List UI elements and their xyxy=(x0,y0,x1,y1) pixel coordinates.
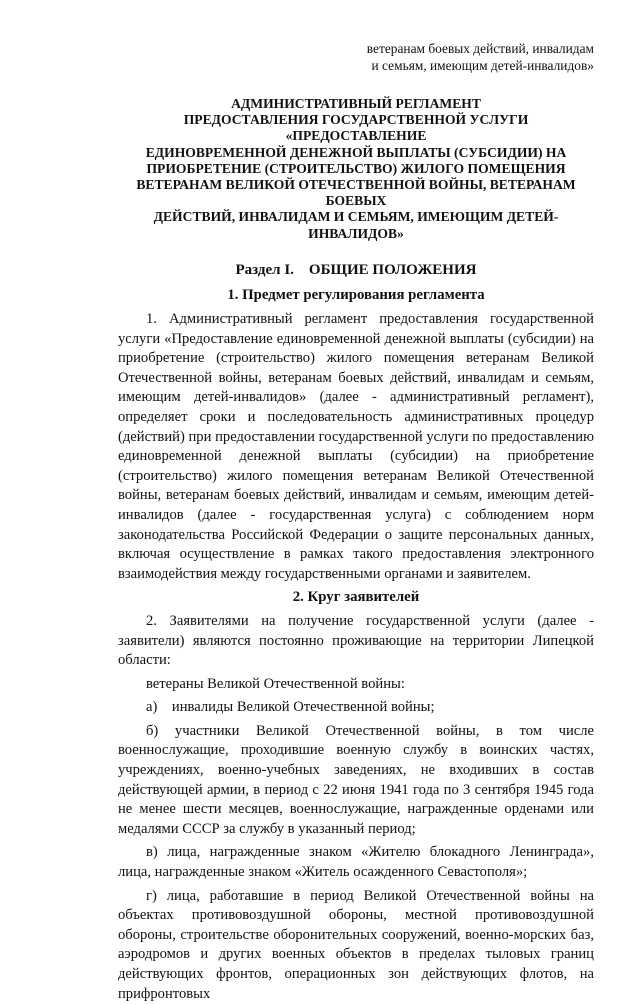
title-line: ДЕЙСТВИЙ, ИНВАЛИДАМ И СЕМЬЯМ, ИМЕЮЩИМ ДЕТЕЙ-ИНВАЛИДОВ» xyxy=(153,209,559,241)
list-item-a: а) инвалиды Великой Отечественной войны; xyxy=(146,699,435,716)
veterans-line: ветераны Великой Отечественной войны: xyxy=(146,675,405,692)
paragraph-1: 1. Административный регламент предоставления государственной услуги «Предоставление единовременной денежной выплаты (субсидии) на приобретение (строительство) жилого помещения ветеранам Великой Отечественной войны, ветеранам боевых действий, инвалидам и семьям, имеющим детей-инвалидов» (далее - административный регламент), определяет сроки и последовательность административных процедур (действий) при предоставлении государственной услуги по предоставлению единовременной денежной выплаты (субсидии) на приобретение (строительство) жилого помещения ветеранам Великой Отечественной войны, ветеранам боевых действий, инвалидам и семьям, имеющим детей-инвалидов (далее - государственная услуга) с соблюдением норм законодательства Российской Федерации о защите персональных данных, включая осуществление в рамках такого предоставления электронного взаимодействия между государственными органами и заявителем. xyxy=(118,311,594,582)
subsection-title-applicants: 2. Круг заявителей xyxy=(292,589,420,606)
title-line: ВЕТЕРАНАМ ВЕЛИКОЙ ОТЕЧЕСТВЕННОЙ ВОЙНЫ, ВЕТЕРАНАМ БОЕВЫХ xyxy=(136,177,576,209)
header-note xyxy=(118,40,594,74)
list-item-v: в) лица, награжденные знаком «Жителю блокадного Ленинграда», лица, награжденные знаком «Житель осажденного Севастополя»; xyxy=(118,844,594,881)
paragraph-2: 2. Заявителями на получение государственной услуги (далее - заявители) являются постоянно проживающие на территории Липецкой области: xyxy=(118,612,594,669)
document-title xyxy=(118,96,594,242)
list-item-b: б) участники Великой Отечественной войны, в том числе военнослужащие, проходившие военную службу в воинских частях, учреждениях, военно-учебных заведениях, не входивших в состав действующей армии, в период с 22 июня 1941 года по 3 сентября 1945 года не менее шести месяцев, военнослужащие, награжденные орденами или медалями СССР за службу в указанный период; xyxy=(118,722,594,837)
title-line: АДМИНИСТРАТИВНЫЙ РЕГЛАМЕНТ xyxy=(231,96,481,111)
title-line: ПРЕДОСТАВЛЕНИЯ ГОСУДАРСТВЕННОЙ УСЛУГИ «ПРЕДОСТАВЛЕНИЕ xyxy=(183,112,529,144)
list-item-g: г) лица, работавшие в период Великой Отечественной войны на объектах противовоздушной обороны, местной противовоздушной обороны, строительстве оборонительных сооружений, военно-морских баз, аэродромов и других военных объектов в пределах тыловых границ действующих фронтов, операционных зон действующих флотов, на прифронтовых xyxy=(118,887,594,1002)
section-title: Раздел I. ОБЩИЕ ПОЛОЖЕНИЯ xyxy=(235,261,477,278)
subsection-title-subject: 1. Предмет регулирования регламента xyxy=(227,287,485,304)
title-line: ПРИОБРЕТЕНИЕ (СТРОИТЕЛЬСТВО) ЖИЛОГО ПОМЕЩЕНИЯ xyxy=(146,160,566,176)
title-line: ЕДИНОВРЕМЕННОЙ ДЕНЕЖНОЙ ВЫПЛАТЫ (СУБСИДИИ) НА xyxy=(145,144,567,160)
header-note-line: и семьям, имеющим детей-инвалидов» xyxy=(371,58,594,73)
header-note-line: ветеранам боевых действий, инвалидам xyxy=(366,41,594,56)
